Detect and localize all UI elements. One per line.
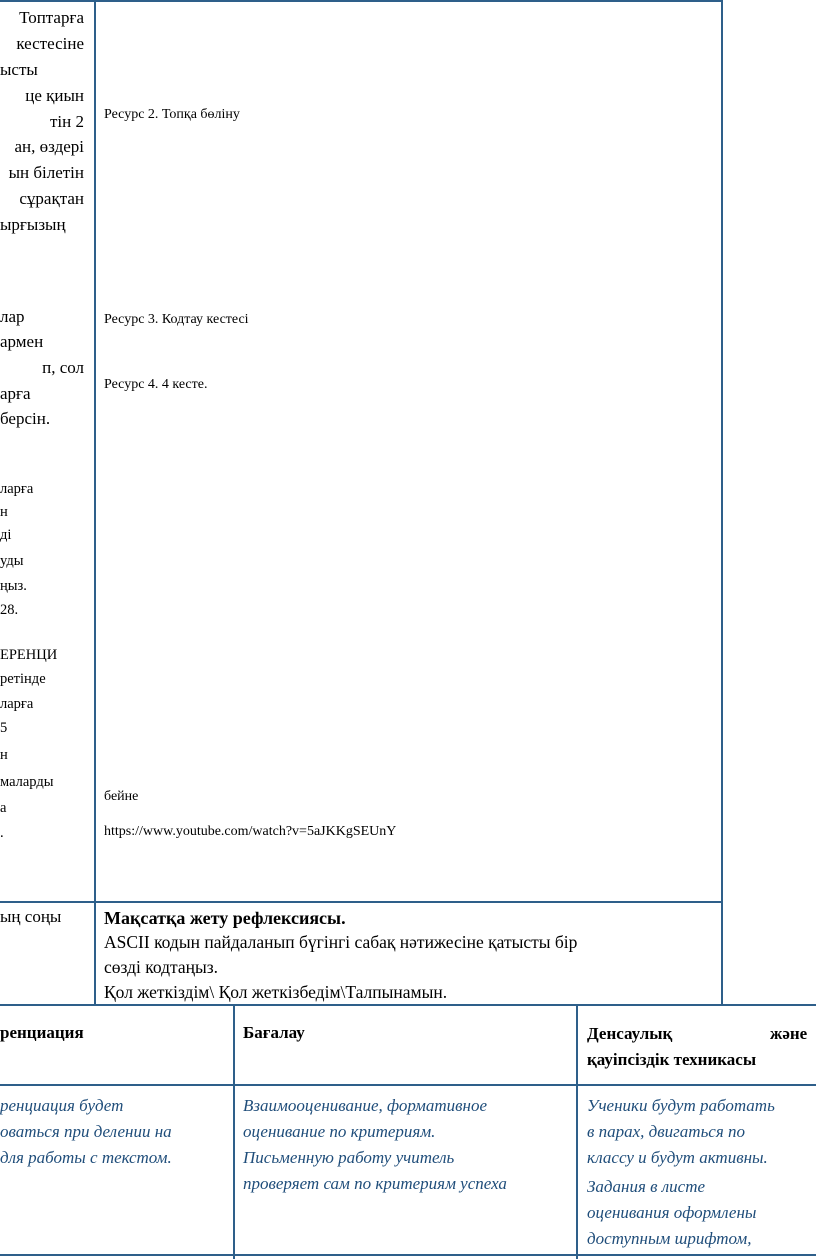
row-divider-header <box>0 1084 816 1086</box>
health-line: доступным шрифтом, <box>587 1229 752 1248</box>
lesson-end-label: ың соңы <box>0 907 62 926</box>
table-bottom-border <box>0 1254 816 1256</box>
reflection-line: ASCII кодын пайдаланып бүгінгі сабақ нәтижесіне қатысты бір <box>104 932 578 952</box>
left-text-line: арға <box>0 384 31 403</box>
left-text-line: лар <box>0 307 25 326</box>
left-text-line: Топтарға <box>19 8 84 27</box>
left-text-line: кестесіне <box>16 34 84 53</box>
health-line: классу и будут активны. <box>587 1148 768 1167</box>
header-differentiation: ренциация <box>0 1023 84 1042</box>
header-health-left: Денсаулық <box>587 1024 673 1043</box>
video-link[interactable]: https://www.youtube.com/watch?v=5aJKKgSEUnY <box>104 824 397 839</box>
left-text-line: н <box>0 504 8 520</box>
column-divider-left <box>94 0 96 1006</box>
reflection-line: Қол жеткіздім\ Қол жеткізбедім\Талпынамын. <box>104 982 448 1002</box>
table-top-border <box>0 0 722 2</box>
health-line: Ученики будут работать <box>587 1096 775 1115</box>
row-divider-lesson-end <box>0 901 722 903</box>
left-text-line: ысты <box>0 60 38 79</box>
left-text-line: сұрақтан <box>19 189 84 208</box>
left-text-line: тін 2 <box>50 112 84 131</box>
left-text-line: берсін. <box>0 409 51 428</box>
left-text-line: ларға <box>0 696 34 712</box>
assessment-line: Письменную работу учитель <box>243 1148 455 1167</box>
left-text-line: 5 <box>0 720 8 736</box>
column-divider-assessment <box>233 1004 235 1259</box>
differentiation-line: оваться при делении на <box>0 1122 172 1141</box>
differentiation-line: ренциация будет <box>0 1096 124 1115</box>
health-line: оценивания оформлены <box>587 1203 757 1222</box>
assessment-line: Взаимооценивание, формативное <box>243 1096 487 1115</box>
resource-3: Ресурс 3. Кодтау кестесі <box>104 312 249 327</box>
left-text-line: ңыз. <box>0 578 27 594</box>
assessment-line: оценивание по критериям. <box>243 1122 436 1141</box>
differentiation-line: для работы с текстом. <box>0 1148 172 1167</box>
left-text-line: а <box>0 800 7 816</box>
health-line: в парах, двигаться по <box>587 1122 745 1141</box>
left-text-line: ларға <box>0 481 34 497</box>
assessment-line: проверяет сам по критериям успеха <box>243 1174 507 1193</box>
left-text-line: 28. <box>0 602 19 618</box>
left-text-line: маларды <box>0 774 54 790</box>
left-text-line: це қиын <box>25 86 84 105</box>
left-text-line: ді <box>0 527 12 543</box>
left-text-line: ретінде <box>0 671 46 687</box>
left-text-line: п, сол <box>42 358 84 377</box>
left-text-line: н <box>0 747 8 763</box>
health-line: Задания в листе <box>587 1177 706 1196</box>
column-divider-middle <box>721 0 723 1006</box>
resource-4: Ресурс 4. 4 кесте. <box>104 377 208 392</box>
reflection-title: Мақсатқа жету рефлексиясы. <box>104 908 346 928</box>
left-text-line: . <box>0 825 4 841</box>
column-divider-health <box>576 1004 578 1259</box>
left-text-line: уды <box>0 553 24 569</box>
header-health-right: және <box>770 1024 808 1043</box>
resource-2: Ресурс 2. Топқа бөліну <box>104 107 240 122</box>
header-health-2: қауіпсіздік техникасы <box>587 1050 757 1069</box>
header-assessment: Бағалау <box>243 1023 305 1042</box>
left-text-line: ЕРЕНЦИ <box>0 647 58 663</box>
row-divider-bottom-table <box>0 1004 816 1006</box>
left-text-line: ын білетін <box>8 163 84 182</box>
left-text-line: армен <box>0 332 44 351</box>
left-text-line: ырғызың <box>0 215 66 234</box>
reflection-line: сөзді кодтаңыз. <box>104 957 219 977</box>
left-text-line: ан, өздері <box>14 137 84 156</box>
video-label: бейне <box>104 789 139 804</box>
